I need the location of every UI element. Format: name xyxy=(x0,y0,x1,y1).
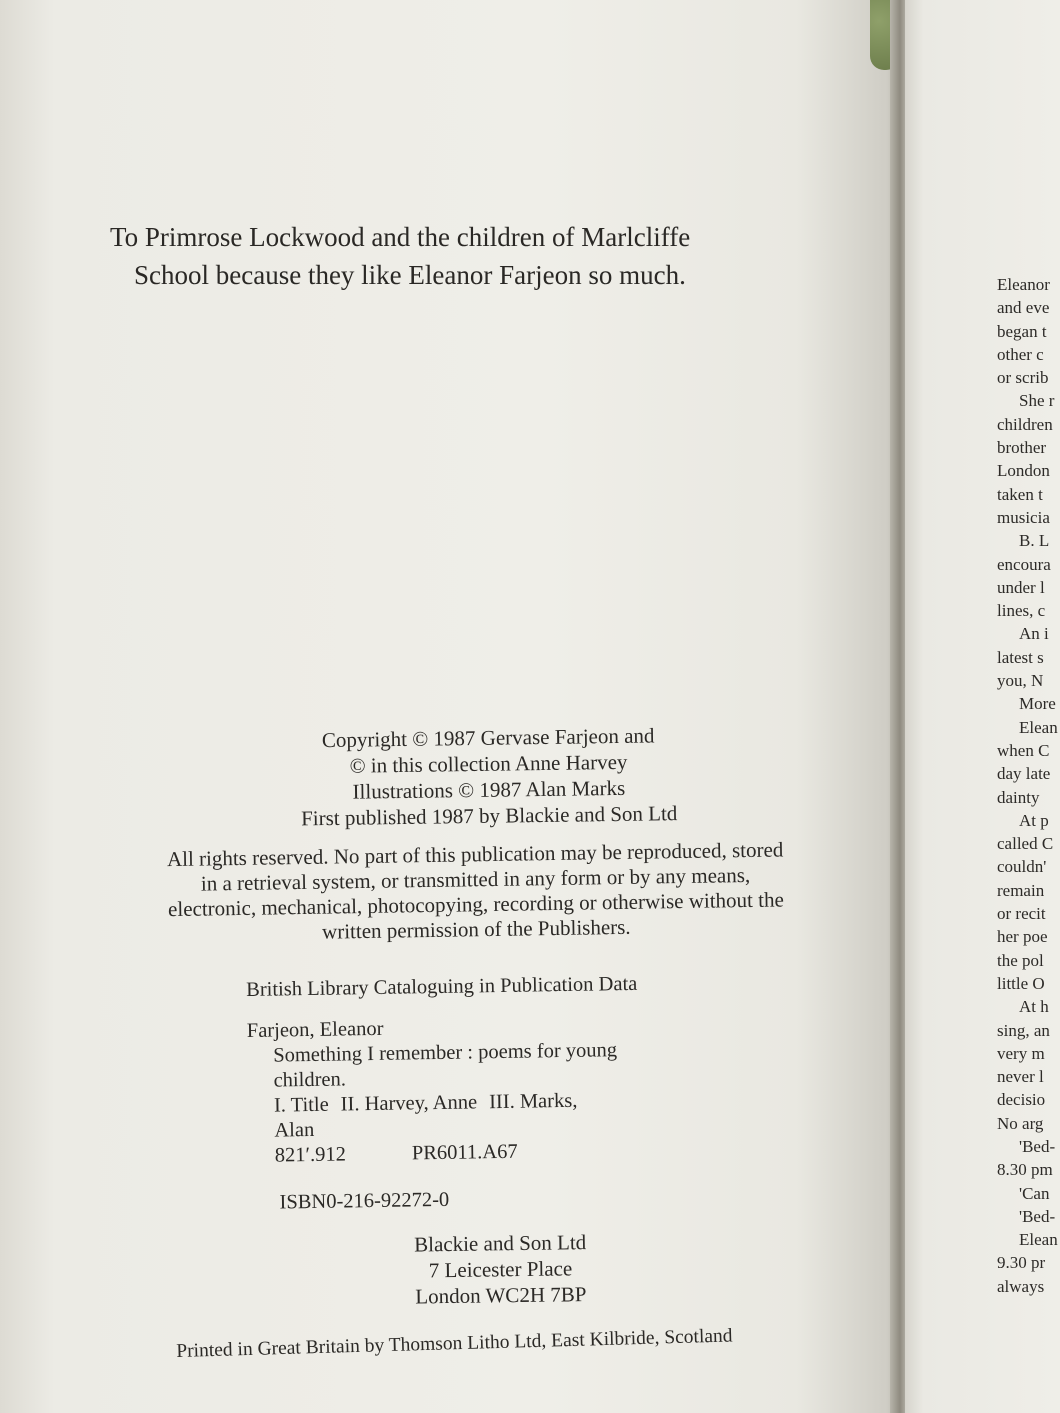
right-page-line: and eve xyxy=(997,298,1050,318)
cataloguing-data xyxy=(246,970,770,1216)
right-page-line: sing, an xyxy=(997,1020,1050,1040)
right-page-line: B. L xyxy=(1019,531,1050,551)
right-page-line: lines, c xyxy=(997,601,1046,621)
right-page-line: day late xyxy=(997,764,1051,784)
rights-line: electronic, mechanical, photocopying, recording or otherwise without the xyxy=(167,887,784,922)
right-page-line: An i xyxy=(1019,624,1049,644)
right-page-line: very m xyxy=(997,1043,1045,1063)
right-page-line: 9.30 pr xyxy=(997,1253,1046,1273)
copyright-block xyxy=(258,722,719,832)
right-page-line: children xyxy=(997,414,1053,434)
rights-line: All rights reserved. No part of this publication may be reproduced, stored xyxy=(166,837,784,872)
right-page-line: No arg xyxy=(997,1113,1044,1133)
right-page-line: called C xyxy=(997,834,1054,854)
cip-subject: I. Title xyxy=(273,1093,329,1117)
right-page-text xyxy=(997,273,1060,1298)
dedication-line: To Primrose Lockwood and the children of Marlcliffe xyxy=(110,222,691,252)
right-page-line: 'Bed- xyxy=(1019,1136,1056,1156)
right-page-line: Elean xyxy=(1019,1230,1058,1250)
cip-author: Farjeon, Eleanor xyxy=(246,1017,384,1042)
right-page-line: always xyxy=(997,1276,1045,1296)
printer-note: Printed in Great Britain by Thomson Litho Ltd, East Kilbride, Scotland xyxy=(176,1325,733,1362)
right-page-line: At h xyxy=(1019,997,1049,1017)
dedication-line: School because they like Eleanor Farjeon so much. xyxy=(134,260,686,290)
copyright-line: © in this collection Anne Harvey xyxy=(349,749,628,778)
right-page-line: the pol xyxy=(997,950,1044,970)
right-page-line: 8.30 pm xyxy=(997,1160,1053,1180)
publisher-line: 7 Leicester Place xyxy=(428,1256,573,1283)
right-page-line: brother xyxy=(997,438,1047,458)
right-page-line: began t xyxy=(997,321,1047,341)
right-page xyxy=(905,0,1060,1413)
copyright-line: Copyright © 1987 Gervase Farjeon and xyxy=(321,723,655,753)
right-page-line: taken t xyxy=(997,484,1043,504)
right-page-line: little O xyxy=(997,973,1045,993)
right-page-line: musicia xyxy=(997,507,1050,527)
right-page-line: More xyxy=(1019,694,1056,714)
right-page-line: 'Bed- xyxy=(1019,1206,1056,1226)
right-page-line: Eleanor xyxy=(997,275,1050,294)
dedication xyxy=(110,218,830,294)
right-page-line: when C xyxy=(997,740,1050,760)
rights-line: written permission of the Publishers. xyxy=(321,914,631,944)
right-page-line: Elean xyxy=(1019,717,1058,737)
copyright-line: First published 1987 by Blackie and Son Ltd xyxy=(300,801,678,831)
cip-title-line: children. xyxy=(273,1068,347,1092)
isbn: ISBN0-216-92272-0 xyxy=(279,1188,450,1214)
cip-subject: III. Marks, xyxy=(488,1089,578,1114)
right-page-line: her poe xyxy=(997,927,1048,947)
right-page-line: or recit xyxy=(997,904,1046,924)
right-page-line: other c xyxy=(997,344,1044,364)
copyright-line: Illustrations © 1987 Alan Marks xyxy=(352,775,626,804)
right-page-line: 'Can xyxy=(1019,1183,1050,1203)
right-page-line: never l xyxy=(997,1067,1044,1087)
right-page-line: remain xyxy=(997,880,1045,900)
cip-lc-class: PR6011.A67 xyxy=(411,1140,518,1165)
right-page-line: encoura xyxy=(997,554,1051,574)
right-page-line: dainty xyxy=(997,787,1040,807)
right-page-line: couldn' xyxy=(997,857,1047,877)
rights-notice xyxy=(110,837,841,948)
right-page-line: decisio xyxy=(997,1090,1046,1110)
right-page-line: London xyxy=(997,461,1050,481)
right-page-line: or scrib xyxy=(997,368,1049,388)
right-page-line: under l xyxy=(997,577,1045,597)
right-page-line: latest s xyxy=(997,647,1044,667)
cip-title-line: Something I remember : poems for young xyxy=(273,1039,618,1067)
right-page-line: She r xyxy=(1019,391,1055,411)
publisher-line: Blackie and Son Ltd xyxy=(413,1230,587,1257)
right-page-line: At p xyxy=(1019,810,1049,830)
rights-line: in a retrieval system, or transmitted in any form or by any means, xyxy=(200,862,751,896)
cip-heading: British Library Cataloguing in Publication Data xyxy=(246,972,638,1001)
cip-subject-cont: Alan xyxy=(274,1118,315,1142)
cip-dewey: 821′.912 xyxy=(274,1143,347,1167)
right-page-line: you, N xyxy=(997,671,1044,691)
publisher-line: London WC2H 7BP xyxy=(415,1282,587,1309)
cip-subject: II. Harvey, Anne xyxy=(340,1091,478,1116)
publisher-address xyxy=(380,1229,621,1310)
